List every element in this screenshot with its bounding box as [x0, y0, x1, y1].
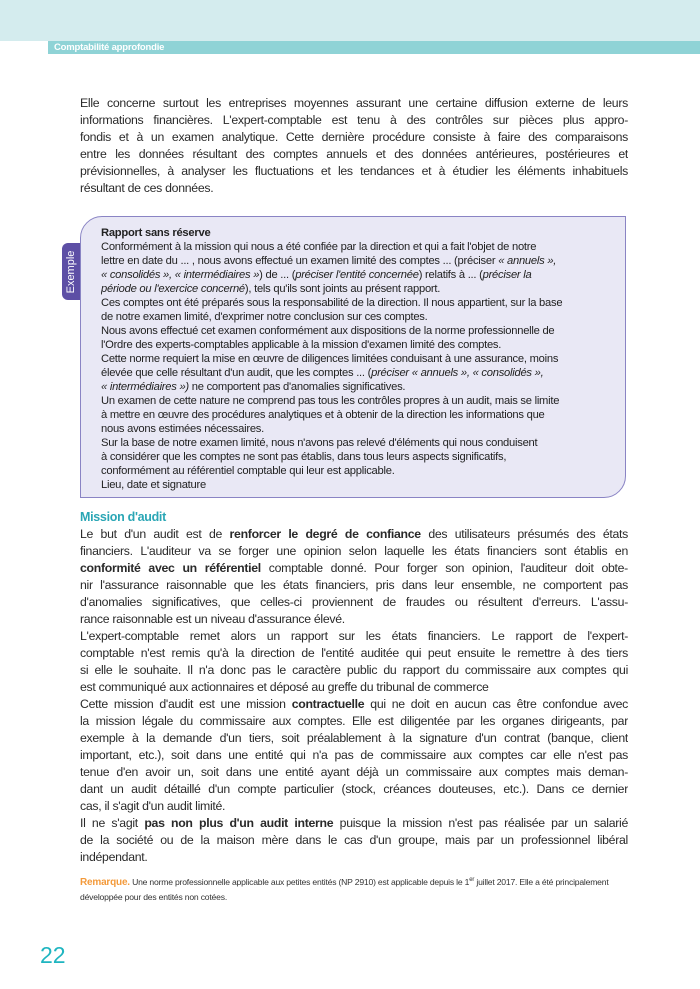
text: conformément au référentiel comptable qui leur est applicable.: [101, 465, 395, 477]
text-line: [80, 628, 628, 645]
text: d'anomalies significatives, que celles-ci proviennent de fraudes ou résultent d'erreurs. L'assu-: [80, 595, 628, 609]
paragraph: [80, 95, 628, 197]
italic-text: « annuels »,: [498, 255, 557, 267]
intro-text: [80, 95, 628, 197]
text: de la société ou de la maison mère dans le cas d'un groupe, mais par un professionnel libéral: [80, 833, 628, 847]
text: Cette norme requiert la mise en œuvre de diligences limitées conduisant à une assurance, moins: [101, 353, 559, 365]
text-line: [80, 543, 628, 560]
bold-text: pas non plus d'un audit interne: [144, 816, 334, 830]
text: fondis et à un examen analytique. Cette dernière procédure consiste à faire des comparaisons: [80, 130, 628, 144]
text-line: [80, 781, 628, 798]
remark-text: Une norme professionnelle applicable aux petites entités (NP 2910) est applicable depuis le 1: [129, 876, 470, 887]
text: nir l'assurance raisonnable que les états financiers, pris dans leur ensemble, ne comportent pas: [80, 578, 628, 592]
bold-text: Rapport sans réserve: [101, 227, 211, 239]
text: puisque la mission n'est pas réalisée par un salarié: [333, 816, 628, 830]
text-line: [101, 436, 621, 450]
text-line: [101, 296, 621, 310]
italic-text: préciser « annuels », « consolidés »,: [371, 367, 544, 379]
text: Elle concerne surtout les entreprises moyennes assurant une certaine diffusion externe de leurs: [80, 96, 628, 110]
text: Le but d'un audit est de: [80, 527, 230, 541]
text: Cette mission d'audit est une mission: [80, 697, 292, 711]
text-line: [101, 268, 621, 282]
text: comptable donné. Pour forger son opinion, l'auditeur doit obte-: [260, 561, 628, 575]
text: prévisionnelles, à analyser les fluctuations et les tendances et à étudier les éléments inhabituels: [80, 164, 628, 178]
text-line: [80, 645, 628, 662]
text-line: [80, 526, 628, 543]
text: ) de ... (: [259, 269, 296, 281]
text-line: [80, 594, 628, 611]
italic-text: période ou l'exercice concerné: [101, 283, 245, 295]
text-line: [101, 352, 621, 366]
text-line: [80, 764, 628, 781]
text: tenue d'en avoir un, soit dans une entité ayant déjà un commissaire aux comptes mais deman-: [80, 765, 628, 779]
text: entre les données résultant des comptes annuels et des données antérieures, postérieures et: [80, 147, 628, 161]
section-heading: Mission d'audit: [80, 510, 166, 524]
text: si elle le souhaite. Il n'a donc pas le caractère public du rapport du commissaire aux comptes qui: [80, 663, 628, 677]
text: exemple à la demande d'un tiers, soit préalablement à la signature d'un contrat (banque, client: [80, 731, 628, 745]
text-line: [80, 730, 628, 747]
text-line: [80, 163, 628, 180]
bold-text: renforcer le degré de confiance: [229, 527, 421, 541]
text-line: [101, 408, 621, 422]
italic-text: préciser l'entité concernée: [295, 269, 419, 281]
text-line: [101, 380, 621, 394]
text: à considérer que les comptes ne sont pas établis, dans tous leurs aspects significatifs,: [101, 451, 507, 463]
bold-text: contractuelle: [291, 697, 365, 711]
text-line: [101, 338, 621, 352]
text: élevée que celle résultant d'un audit, que les comptes ... (: [101, 367, 372, 379]
italic-text: préciser la: [482, 269, 532, 281]
running-title: Comptabilité approfondie: [54, 42, 165, 53]
text-line: [101, 254, 621, 268]
text-line: [80, 560, 628, 577]
text-line: [80, 95, 628, 112]
text: Un examen de cette nature ne comprend pas tous les contrôles propres à un audit, mais se limite: [101, 395, 560, 407]
text-line: [101, 226, 621, 240]
paragraph: [80, 628, 628, 696]
text-line: [80, 129, 628, 146]
text: ne comportent pas d'anomalies significatives.: [188, 381, 406, 393]
paragraph: [80, 526, 628, 628]
text: Il ne s'agit: [80, 816, 145, 830]
text-line: [101, 422, 621, 436]
page-number: 22: [40, 942, 66, 968]
text-line: [80, 180, 628, 197]
text-line: [101, 310, 621, 324]
text-line: [101, 450, 621, 464]
text: cas, il s'agit d'un audit limité.: [80, 799, 226, 813]
text-line: [101, 394, 621, 408]
text: la mission légale du commissaire aux comptes. Elle est diligentée par les organes dirigeants, par: [80, 714, 628, 728]
text: résultant de ces données.: [80, 181, 214, 195]
text: L'expert-comptable remet alors un rapport sur les états financiers. Le rapport de l'expert-: [80, 629, 628, 643]
text-line: [80, 713, 628, 730]
text-line: [101, 478, 621, 492]
text: de notre examen limité, d'exprimer notre conclusion sur ces comptes.: [101, 311, 428, 323]
text-line: [80, 747, 628, 764]
text-line: [101, 464, 621, 478]
text-line: [80, 849, 628, 866]
text-line: [80, 146, 628, 163]
text-line: [80, 815, 628, 832]
text: qui ne doit en aucun cas être confondue avec: [364, 697, 628, 711]
example-tab-label: Exemple: [65, 250, 77, 293]
text: ) relatifs à ... (: [418, 269, 483, 281]
text: Ces comptes ont été préparés sous la responsabilité de la direction. Il nous appartient, sur la base: [101, 297, 563, 309]
text: Conformément à la mission qui nous a été confiée par la direction et qui a fait l'objet de notre: [101, 241, 537, 253]
text-line: [80, 696, 628, 713]
remark-text-after: juillet 2017. Elle a été principalement: [474, 876, 609, 887]
example-text: [101, 226, 621, 492]
remark-sup: er: [469, 877, 475, 883]
text-line: [101, 366, 621, 380]
text: est communiqué aux actionnaires et déposé au greffe du tribunal de commerce: [80, 680, 489, 694]
paragraph: [80, 696, 628, 815]
remark-line-2: développée pour des entités non cotées.: [80, 891, 228, 902]
text: comptable n'est remis qu'à la direction de l'entité auditée qui peut ensuite le remettre à des tiers: [80, 646, 628, 660]
text-line: [101, 282, 621, 296]
bold-text: conformité avec un référentiel: [80, 561, 261, 575]
header-band: [0, 0, 700, 41]
text: l'Ordre des experts-comptables applicable à la mission d'examen limité des comptes.: [101, 339, 502, 351]
text-line: [101, 240, 621, 254]
text: Sur la base de notre examen limité, nous n'avons pas relevé d'éléments qui nous conduisent: [101, 437, 538, 449]
text: important, etc.), soit dans une entité qui n'a pas de commissaire aux comptes car elle n'est pas: [80, 748, 628, 762]
text-line: [80, 611, 628, 628]
remark-label: Remarque.: [80, 876, 130, 888]
text-line: [80, 679, 628, 696]
text: nous avons estimées nécessaires.: [101, 423, 265, 435]
text: dant un audit détaillé d'un compte particulier (stock, créances douteuses, etc.). Dans ce dernier: [80, 782, 628, 796]
text: Lieu, date et signature: [101, 479, 206, 491]
remark-note: [80, 873, 640, 904]
text: à mettre en œuvre des procédures analytiques et à obtenir de la direction les informations que: [101, 409, 545, 421]
italic-text: « consolidés », « intermédiaires »: [101, 269, 260, 281]
mission-section: [80, 509, 628, 866]
text: indépendant.: [80, 850, 148, 864]
text: des utilisateurs présumés des états: [420, 527, 628, 541]
text: rance raisonnable est un niveau d'assurance élevé.: [80, 612, 345, 626]
text-line: [101, 324, 621, 338]
text: lettre en date du ... , nous avons effectué un examen limité des comptes ... (préciser: [101, 255, 499, 267]
italic-text: « intermédiaires »): [101, 381, 189, 393]
text-line: [80, 662, 628, 679]
text: Nous avons effectué cet examen conformément aux dispositions de la norme professionnelle de: [101, 325, 555, 337]
text: informations financières. L'expert-comptable est tenu à des contrôles sur pièces plus appro-: [80, 113, 628, 127]
text-line: [80, 798, 628, 815]
text-line: [80, 577, 628, 594]
paragraph: [80, 815, 628, 866]
text: financiers. L'auditeur va se forger une opinion selon laquelle les états financiers sont établis en: [80, 544, 628, 558]
text-line: [80, 112, 628, 129]
text-line: [80, 832, 628, 849]
example-tab: [62, 243, 80, 300]
text: ), tels qu'ils sont joints au présent rapport.: [244, 283, 441, 295]
